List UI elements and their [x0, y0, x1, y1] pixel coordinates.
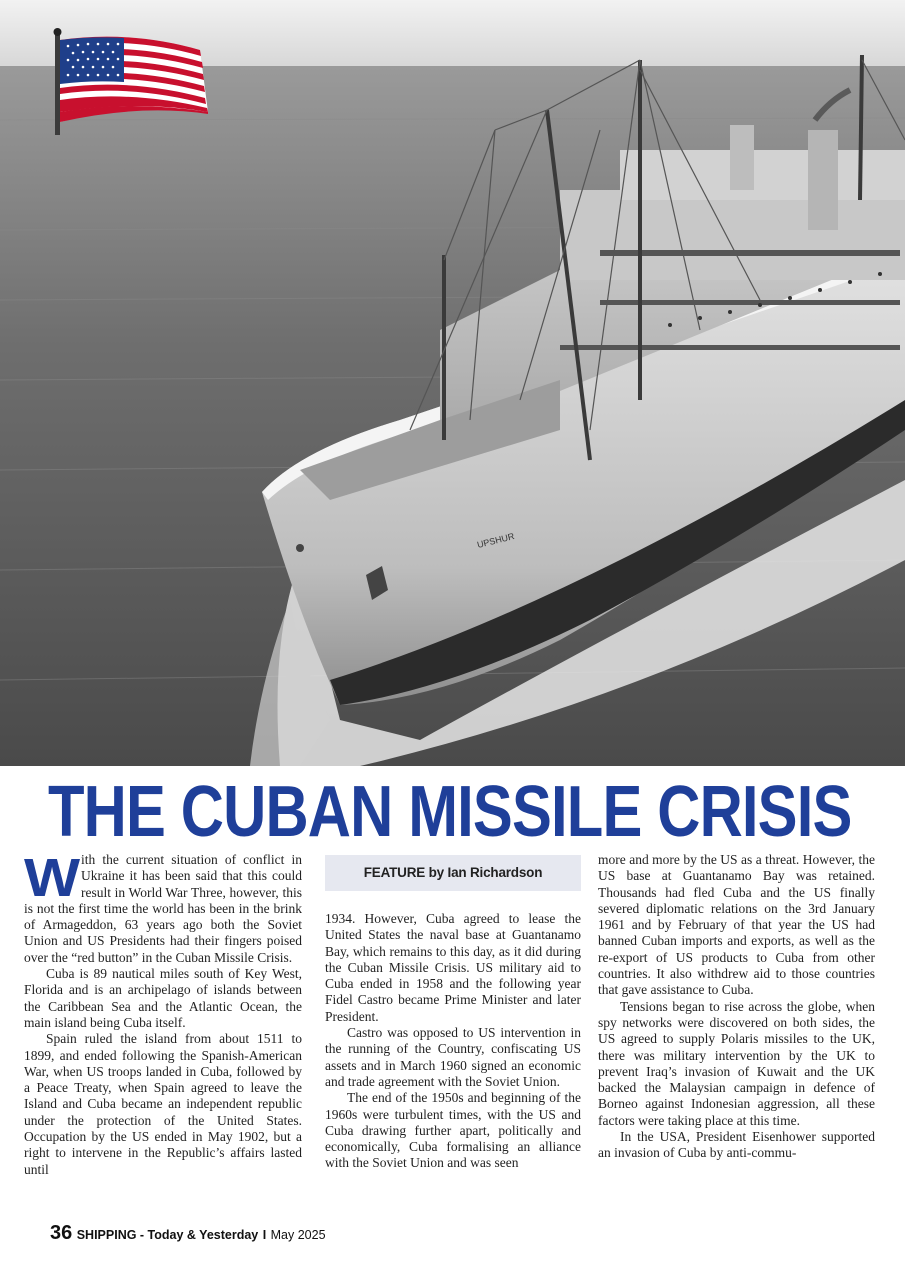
text-column-2 — [325, 852, 581, 1172]
drop-cap: W — [24, 848, 81, 908]
paragraph: 1934. However, Cuba agreed to lease the United States the naval base at Guantanamo Bay, which remains to this day, as it did during the Cuban Missile Crisis. US military aid to Cuba ended in 1958 and the following year Fidel Castro became Prime Minister and later President. — [325, 911, 581, 1024]
article-title: THE CUBAN MISSILE CRISIS — [48, 772, 852, 852]
paragraph: more and more by the US as a threat. However, the US base at Guantanamo Bay was retained. Thousands had fled Cuba and the US finally severed diplomatic relations on the 3rd January 1961 and by February of that year the US had banned Cuban imports and exports, as well as the re-export of US products to Cuba from other countries. It also withdrew aid to those countries that gave assistance to Cuba. — [598, 852, 875, 998]
text-column-1 — [24, 848, 302, 1178]
byline: FEATURE by Ian Richardson — [363, 864, 543, 880]
text-column-3 — [598, 852, 875, 1162]
paragraph: Spain ruled the island from about 1511 to 1899, and ended following the Spanish-American War, when US troops landed in Cuba, followed by a Peace Treaty, when Spain agreed to leave the Island and Cuba became an independent republic under the protection of the United States. Occupation by the US ended in May 1902, but a right to intervene in the Republic’s affairs lasted until — [24, 1031, 302, 1177]
issue-date: May 2025 — [270, 1228, 326, 1242]
hull-name: UPSHUR — [476, 531, 516, 550]
paragraph-text: ith the current situation of conflict in Ukraine it has been said that this could result in World War Three, however, this is not the first time the world has been in the brink of Armageddon, 63 years ago both the Soviet Union and US Presidents had their fingers poised over the “red button” in the Cuban Missile Crisis. — [24, 852, 302, 965]
paragraph: The end of the 1950s and beginning of the 1960s were turbulent times, with the US and Cuba drawing further apart, politically and economically, Cuba formalising an alliance with the Soviet Union and was seen — [325, 1090, 581, 1171]
paragraph: Castro was opposed to US intervention in the running of the Country, confiscating US assets and in March 1960 signed an economic and trade agreement with the Soviet Union. — [325, 1025, 581, 1089]
paragraph: In the USA, President Eisenhower supported an invasion of Cuba by anti-commu- — [598, 1129, 875, 1161]
paragraph — [24, 848, 302, 966]
byline-box — [325, 855, 581, 891]
page-number: 36 — [50, 1222, 73, 1244]
paragraph: Cuba is 89 nautical miles south of Key West, Florida and is an archipelago of islands between the Caribbean Sea and the Atlantic Ocean, the main island being Cuba itself. — [24, 966, 302, 1030]
footer-separator: I — [262, 1228, 267, 1242]
magazine-name: SHIPPING - Today & Yesterday — [76, 1228, 259, 1242]
paragraph: Tensions began to rise across the globe, when spy networks were discovered on both sides, the US agreed to supply Polaris missiles to the UK, there was military intervention by the UK to prevent Iraq’s invasion of Kuwait and the UK backed the Malaysian campaign in defence of Borneo against Indonesian aggression, all these factors were taking place at this time. — [598, 998, 875, 1128]
page-footer — [50, 1222, 326, 1245]
